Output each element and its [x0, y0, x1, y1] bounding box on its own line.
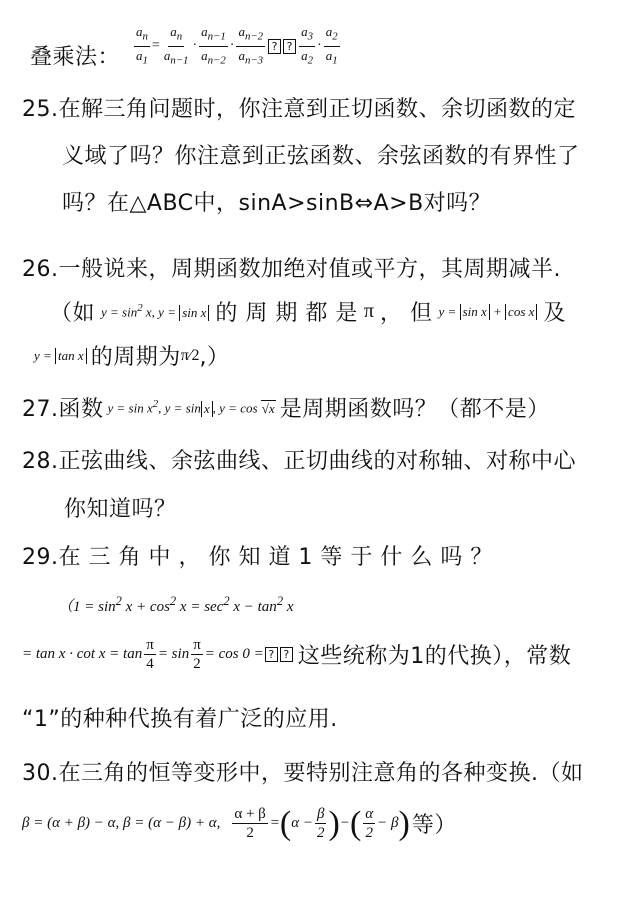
q27-line	[22, 392, 640, 423]
missing-glyph-box: ?	[283, 39, 296, 54]
q30-line2	[22, 806, 640, 841]
q26-period-half-pi: π⁄2	[180, 346, 200, 364]
q26-line1: 26.一般说来，周期函数加绝对值或平方，其周期减半.	[22, 257, 561, 282]
q26-text: ， 但	[380, 301, 433, 326]
q28-line1: 28.正弦曲线、余弦曲线、正切曲线的对称轴、对称中心	[22, 449, 576, 474]
method-label: 叠乘法：	[30, 45, 121, 70]
multiplication-method-line	[30, 22, 640, 78]
q25-line3: 吗？在△ABC中，sinA>sinB⇔A>B对吗？	[62, 191, 492, 216]
q29-line1	[22, 540, 622, 571]
q26-text: 的周期为	[90, 345, 181, 370]
missing-glyph-box: ?	[265, 647, 278, 662]
q26-formula-3: y = tan x	[34, 348, 87, 364]
frac-an-an1: $\frac{a_n}{a_{n-1}}$	[163, 24, 189, 67]
q30-formula-2: $\frac{\alpha + \beta}{2}$ = ( α − $\frac{\beta}{2}$ ) − ( $\frac{\alpha}{2}$ − β )	[234, 804, 410, 842]
q26-line2	[50, 296, 630, 327]
frac-an1-an2: $\frac{a_{n-1}}{a_{n-2}}$	[201, 24, 226, 67]
q26-line3	[34, 340, 640, 371]
q30-line1: 30.在三角的恒等变形中，要特别注意角的各种变换.（如	[22, 761, 584, 786]
pi-symbol: π	[363, 300, 375, 322]
q26-text: 及	[543, 301, 566, 326]
q25-line2: 义域了吗？你注意到正弦函数、余弦函数的有界性了	[62, 144, 580, 169]
q29-text: 这些统称为1的代换），常数	[297, 644, 572, 669]
frac-a3-a2: $\frac{a_3}{a_2}$	[301, 24, 314, 67]
missing-glyph-box: ?	[280, 647, 293, 662]
q26-formula-2: y = sin x + cos x	[439, 304, 538, 320]
q26-text: ,）	[199, 345, 230, 370]
q26-text: 的 周 期 都 是	[215, 301, 358, 326]
q30-formula-1: β = (α + β) − α, β = (α − β) + α,	[22, 815, 221, 831]
q27-text: 27.函数	[22, 397, 104, 422]
frac-an2-an3: $\frac{a_{n-2}}{a_{n-3}}$	[238, 24, 264, 67]
q30-text: 等）	[411, 813, 457, 838]
q29-line3	[22, 637, 640, 672]
frac-a2-a1: $\frac{a_2}{a_1}$	[325, 24, 338, 67]
q29-question: 29.在 三 角 中 ， 你 知 道 1 等 于 什 么 吗 ？	[22, 545, 493, 570]
q28-line2: 你知道吗？	[64, 497, 177, 522]
q27-formula: $y = \sin x^2$, y = sin x , y = cos √x	[107, 398, 275, 416]
q26-text: （如	[50, 301, 96, 326]
q26-formula-1: $y = \sin^2 x$, y = sin x	[101, 302, 209, 320]
missing-glyph-box: ?	[268, 39, 281, 54]
q27-text: 是周期函数吗？（都不是）	[279, 397, 550, 422]
q29-formula-2: = tan x · cot x = tan $\frac{\pi}{4}$ = sin $\frac{\pi}{2}$ = cos 0 = ? ?	[22, 637, 294, 672]
q29-formula-1: （$1 = \sin^2 x + \cos^2 x = \sec^2 x - \tan^2 x$	[58, 594, 294, 615]
frac-an-a1: $\frac{a_n}{a_1}$	[136, 24, 148, 67]
product-formula: $\frac{a_n}{a_1}$ = $\frac{a_n}{a_{n-1}}$ · $\frac{a_{n-1}}{a_{n-2}}$ · $\frac{a_{n-2}}{a_{n-3}}$ ? ? $\frac{a_3}{a_2}$ · $\frac{a_2}{a_1}$	[136, 24, 338, 67]
q25-line1: 25.在解三角问题时，你注意到正切函数、余切函数的定	[22, 97, 576, 122]
q29-line4: “1”的种种代换有着广泛的应用.	[22, 707, 338, 732]
